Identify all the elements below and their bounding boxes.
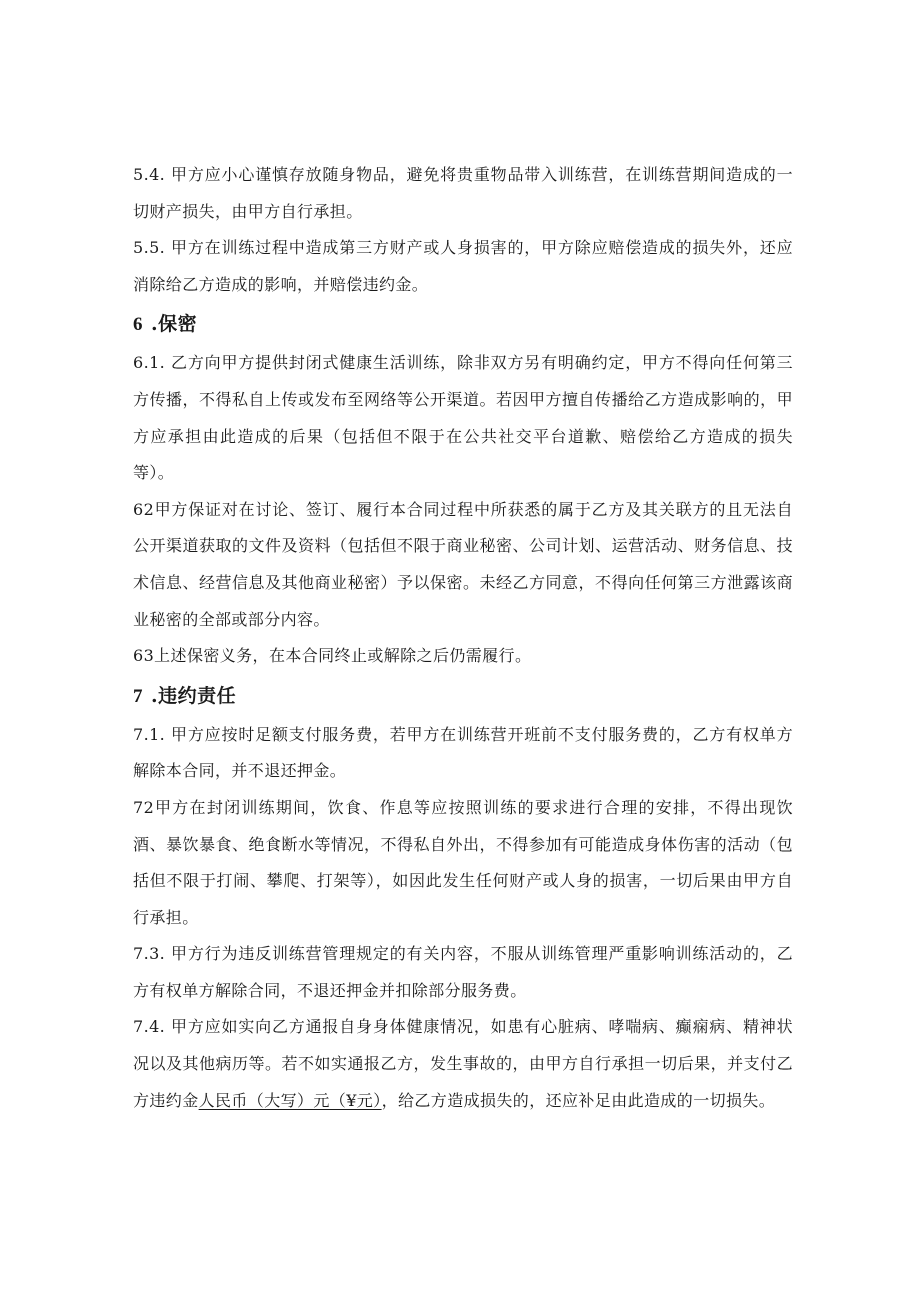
clause-7-4-text-start: 7.4. 甲方应如实向乙方通报自身身体健康情况，如患有心脏病、哮喘病、癫痫病、精神状况以及其他病历等。若不如实通报乙方，发生事故的，由甲方自行承担一切后果，并支付乙方违约金: [133, 1017, 793, 1110]
clause-7-3: 7.3. 甲方行为违反训练营管理规定的有关内容，不服从训练管理严重影响训练活动的，乙方有权单方解除合同，不退还押金并扣除部分服务费。: [133, 944, 793, 1000]
section-6-title: .保密: [151, 313, 198, 336]
section-7-heading: [133, 676, 793, 717]
document-page: [133, 157, 793, 1119]
clause-6-3: 63上述保密义务，在本合同终止或解除之后仍需履行。: [133, 646, 532, 666]
penalty-amount-blank: 人民币（大写）元（¥元）: [198, 1090, 382, 1110]
clause-7-2: 72甲方在封闭训练期间，饮食、作息等应按照训练的要求进行合理的安排，不得出现饮酒、暴饮暴食、绝食断水等情况，不得私自外出，不得参加有可能造成身体伤害的活动（包括但不限于打闹、攀爬、打架等），如因此发生任何财产或人身的损害，一切后果由甲方自行承担。: [133, 797, 793, 927]
section-6-number: 6: [133, 314, 143, 336]
clause-7-4: [133, 1009, 793, 1119]
clause-6-2: 62甲方保证对在讨论、签订、履行本合同过程中所获悉的属于乙方及其关联方的且无法自公开渠道获取的文件及资料（包括但不限于商业秘密、公司计划、运营活动、财务信息、技术信息、经营信息及其他商业秘密）予以保密。未经乙方同意，不得向任何第三方泄露该商业秘密的全部或部分内容。: [133, 499, 793, 629]
clause-6-1: 6.1. 乙方向甲方提供封闭式健康生活训练，除非双方另有明确约定，甲方不得向任何第三方传播，不得私自上传或发布至网络等公开渠道。若因甲方擅自传播给乙方造成影响的，甲方应承担由此造成的后果（包括但不限于在公共社交平台道歉、赔偿给乙方造成的损失等）。: [133, 353, 793, 483]
clause-7-1: 7.1. 甲方应按时足额支付服务费，若甲方在训练营开班前不支付服务费的，乙方有权单方解除本合同，并不退还押金。: [133, 724, 793, 781]
clause-5-5: 5.5. 甲方在训练过程中造成第三方财产或人身损害的，甲方除应赔偿造成的损失外，还应消除给乙方造成的影响，并赔偿违约金。: [133, 238, 793, 294]
section-7-number: 7: [133, 685, 143, 707]
clause-5-4: 5.4. 甲方应小心谨慎存放随身物品，避免将贵重物品带入训练营，在训练营期间造成的一切财产损失，由甲方自行承担。: [133, 165, 793, 221]
section-6-heading: [133, 304, 793, 345]
clause-7-4-text-end: ，给乙方造成损失的，还应补足由此造成的一切损失。: [381, 1090, 776, 1110]
section-7-title: .违约责任: [151, 684, 237, 707]
